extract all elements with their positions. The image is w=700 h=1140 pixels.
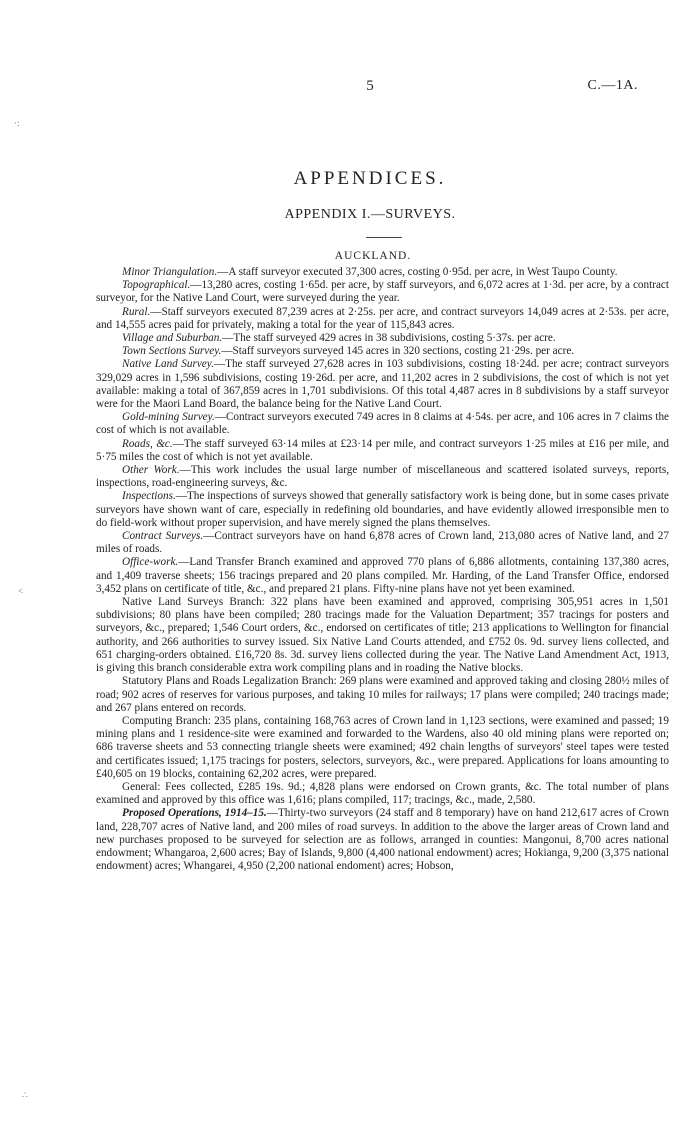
paragraph-text: —Staff surveyors surveyed 145 acres in 320 sections, costing 21·29s. per acre. bbox=[221, 345, 575, 358]
paragraph-text: —Land Transfer Branch examined and approved 770 plans of 6,886 allotments, containing 137,380 acres, and 1,409 traverse sheets; 156 tracings prepared and 20 plans compiled. Mr. Harding, of the Land Transfer Office, endorsed 3,452 plans on certificate of title, &c., and prepared 21 plans. Fifty-nine plans have not yet been examined. bbox=[96, 556, 669, 595]
paragraph-lead: Native Land Survey. bbox=[122, 358, 214, 371]
margin-speck: ∴ bbox=[22, 1090, 28, 1100]
paragraph-lead: Contract Surveys. bbox=[122, 530, 204, 543]
paragraph-lead: Town Sections Survey. bbox=[122, 345, 222, 358]
paragraph-lead: Village and Suburban. bbox=[122, 332, 223, 345]
appendix-title: APPENDIX I.—SURVEYS. bbox=[284, 207, 456, 222]
margin-speck: < bbox=[18, 586, 24, 596]
paragraph bbox=[96, 266, 669, 279]
paragraph bbox=[96, 306, 669, 332]
paragraph bbox=[96, 530, 669, 556]
paragraph bbox=[96, 332, 669, 345]
paragraph-lead: Other Work. bbox=[122, 464, 180, 477]
paragraph bbox=[96, 596, 669, 675]
paragraph-text: —This work includes the usual large number of miscellaneous and scattered isolated surveys, reports, inspections, road-engineering surveys, &c. bbox=[96, 464, 669, 490]
paragraph bbox=[96, 490, 669, 530]
paragraph bbox=[96, 807, 669, 873]
page-number: 5 bbox=[366, 78, 374, 94]
paragraph-lead: Inspections. bbox=[122, 490, 176, 503]
paragraph bbox=[96, 411, 669, 437]
paragraph bbox=[96, 464, 669, 490]
margin-speck: ·: bbox=[14, 118, 20, 128]
paragraph-text: —Contract surveyors executed 749 acres in 8 claims at 4·54s. per acre, and 106 acres in 7 claims the cost of which is not available. bbox=[96, 411, 670, 437]
paragraph bbox=[96, 715, 669, 781]
paragraph-lead: Minor Triangulation. bbox=[122, 266, 218, 278]
paragraph-text: —The staff surveyed 429 acres in 38 subdivisions, costing 5·37s. per acre. bbox=[222, 332, 556, 345]
paragraph-lead: Rural. bbox=[122, 305, 151, 318]
paragraph-lead: Topographical. bbox=[122, 279, 191, 292]
paragraph-text: —The staff surveyed 63·14 miles at £23·14 per mile, and contract surveyors 1·25 miles at £16 per mile, and 5·75 miles the cost of which is not yet available. bbox=[96, 437, 669, 463]
paragraph-text: Computing Branch: 235 plans, containing 168,763 acres of Crown land in 1,123 sections, were examined and passed; 19 mining plans and 1 residence-site were examined and forwarded to the Wardens, also 40 old mining plans were reported on; 686 traverse sheets and 53 connecting triangle sheets were examined; 492 chain lengths of surveyors' steel tapes were tested and certificates issued; 1,175 tracings for posters, selectors, surveyors, &c., were prepared. Applications for loans amounting to £40,605 on 19 blocks, containing 62,202 acres, were prepared. bbox=[96, 714, 669, 780]
paragraph-text: —13,280 acres, costing 1·65d. per acre, by staff surveyors, and 6,072 acres at 1·3d. per acre, by a contract surveyor, for the Native Land Court, were surveyed during the year. bbox=[96, 279, 669, 305]
paragraph-text: —Thirty-two surveyors (24 staff and 8 temporary) have on hand 212,617 acres of Crown land, 228,707 acres of Native land, and 200 miles of road surveys. In addition to the above the larger areas of Crown land and new purchases proposed to be surveyed for selection are as follows, arranged in counties: Mangonui, 8,700 acres national endowment; Whangaroa, 2,600 acres; Bay of Islands, 9,800 (4,400 national endowment) acres; Hokianga, 9,200 (3,375 national endowment) acres; Whangarei, 4,950 (2,200 national endoment) acres; Hobson, bbox=[96, 807, 670, 873]
paragraph bbox=[96, 781, 669, 807]
paragraph-text: Statutory Plans and Roads Legalization Branch: 269 plans were examined and approved taking and closing 280½ miles of road; 902 acres of reserves for various purposes, and taking 10 miles for railways; 17 plans were compiled; 240 tracings made; and 267 plans entered on records. bbox=[96, 675, 669, 714]
document-code: C.—1A. bbox=[587, 78, 638, 93]
paragraph bbox=[96, 279, 669, 305]
section-heading: AUCKLAND. bbox=[334, 250, 412, 262]
paragraph-text: —The staff surveyed 27,628 acres in 103 subdivisions, costing 18·24d. per acre; contract surveyors 329,029 acres in 1,596 subdivisions, costing 19·26d. per acre, and 11,202 acres in 2 subdivisions, the cost of which is not yet available: making a total of 367,859 acres in 1,701 subdivisions. Of this total 4,487 acres in 8 subdivisions by a staff surveyor were for the Maori Land Board, the balance being for the Native Land Court. bbox=[96, 358, 669, 411]
paragraph-text: General: Fees collected, £285 19s. 9d.; 4,828 plans were endorsed on Crown grants, &c. The total number of plans examined and approved by this office was 1,616; plans compiled, 117; tracings, &c., made, 2,580. bbox=[96, 780, 669, 807]
paragraph-text: —The inspections of surveys showed that generally satisfactory work is being done, but in some cases private surveyors have shown want of care, especially in redefining old boundaries, and have evidently allowed irresponsible men to do field-work without proper supervision, and have merely signed the plans themselves. bbox=[96, 490, 669, 529]
paragraph-lead: Gold-mining Survey. bbox=[122, 411, 215, 424]
paragraph-lead: Proposed Operations, 1914–15. bbox=[122, 807, 267, 820]
paragraph bbox=[96, 556, 669, 596]
body-text bbox=[96, 266, 669, 873]
paragraph-lead: Roads, &c. bbox=[122, 437, 173, 450]
paragraph-text: —A staff surveyor executed 37,300 acres, costing 0·95d. per acre, in West Taupo County. bbox=[217, 266, 618, 278]
paragraph bbox=[96, 345, 669, 358]
paragraph bbox=[96, 675, 669, 715]
paragraph-text: —Staff surveyors executed 87,239 acres at 2·25s. per acre, and contract surveyors 14,049 acres at 2·53s. per acre, and 14,555 acres paid for privately, making a total for the year of 115,843 acres. bbox=[96, 305, 669, 331]
paragraph bbox=[96, 438, 669, 464]
title-divider bbox=[366, 237, 402, 238]
page-title: APPENDICES. bbox=[293, 168, 447, 189]
paragraph-lead: Office-work. bbox=[122, 556, 179, 569]
paragraph bbox=[96, 358, 669, 411]
paragraph-text: —Contract surveyors have on hand 6,878 acres of Crown land, 213,080 acres of Native land, and 27 miles of roads. bbox=[96, 530, 669, 556]
paragraph-text: Native Land Surveys Branch: 322 plans have been examined and approved, comprising 305,951 acres in 1,501 subdivisions; 80 plans have been compiled; 280 tracings made for the Valuation Department; 357 tracings for posters and surveyors, &c., prepared; 1,546 Court orders, &c., endorsed on certificates of title; 213 applications to Wellington for financial authority, and 266 authorities to survey issued. Six Native Land Courts attended, and £752 0s. 9d. survey liens collected, and 651 charging-orders obtained. £16,720 8s. 3d. survey liens collected during the year. The Native Land Amendment Act, 1913, is giving this branch considerable extra work compiling plans and in roading the Native blocks. bbox=[96, 596, 669, 675]
